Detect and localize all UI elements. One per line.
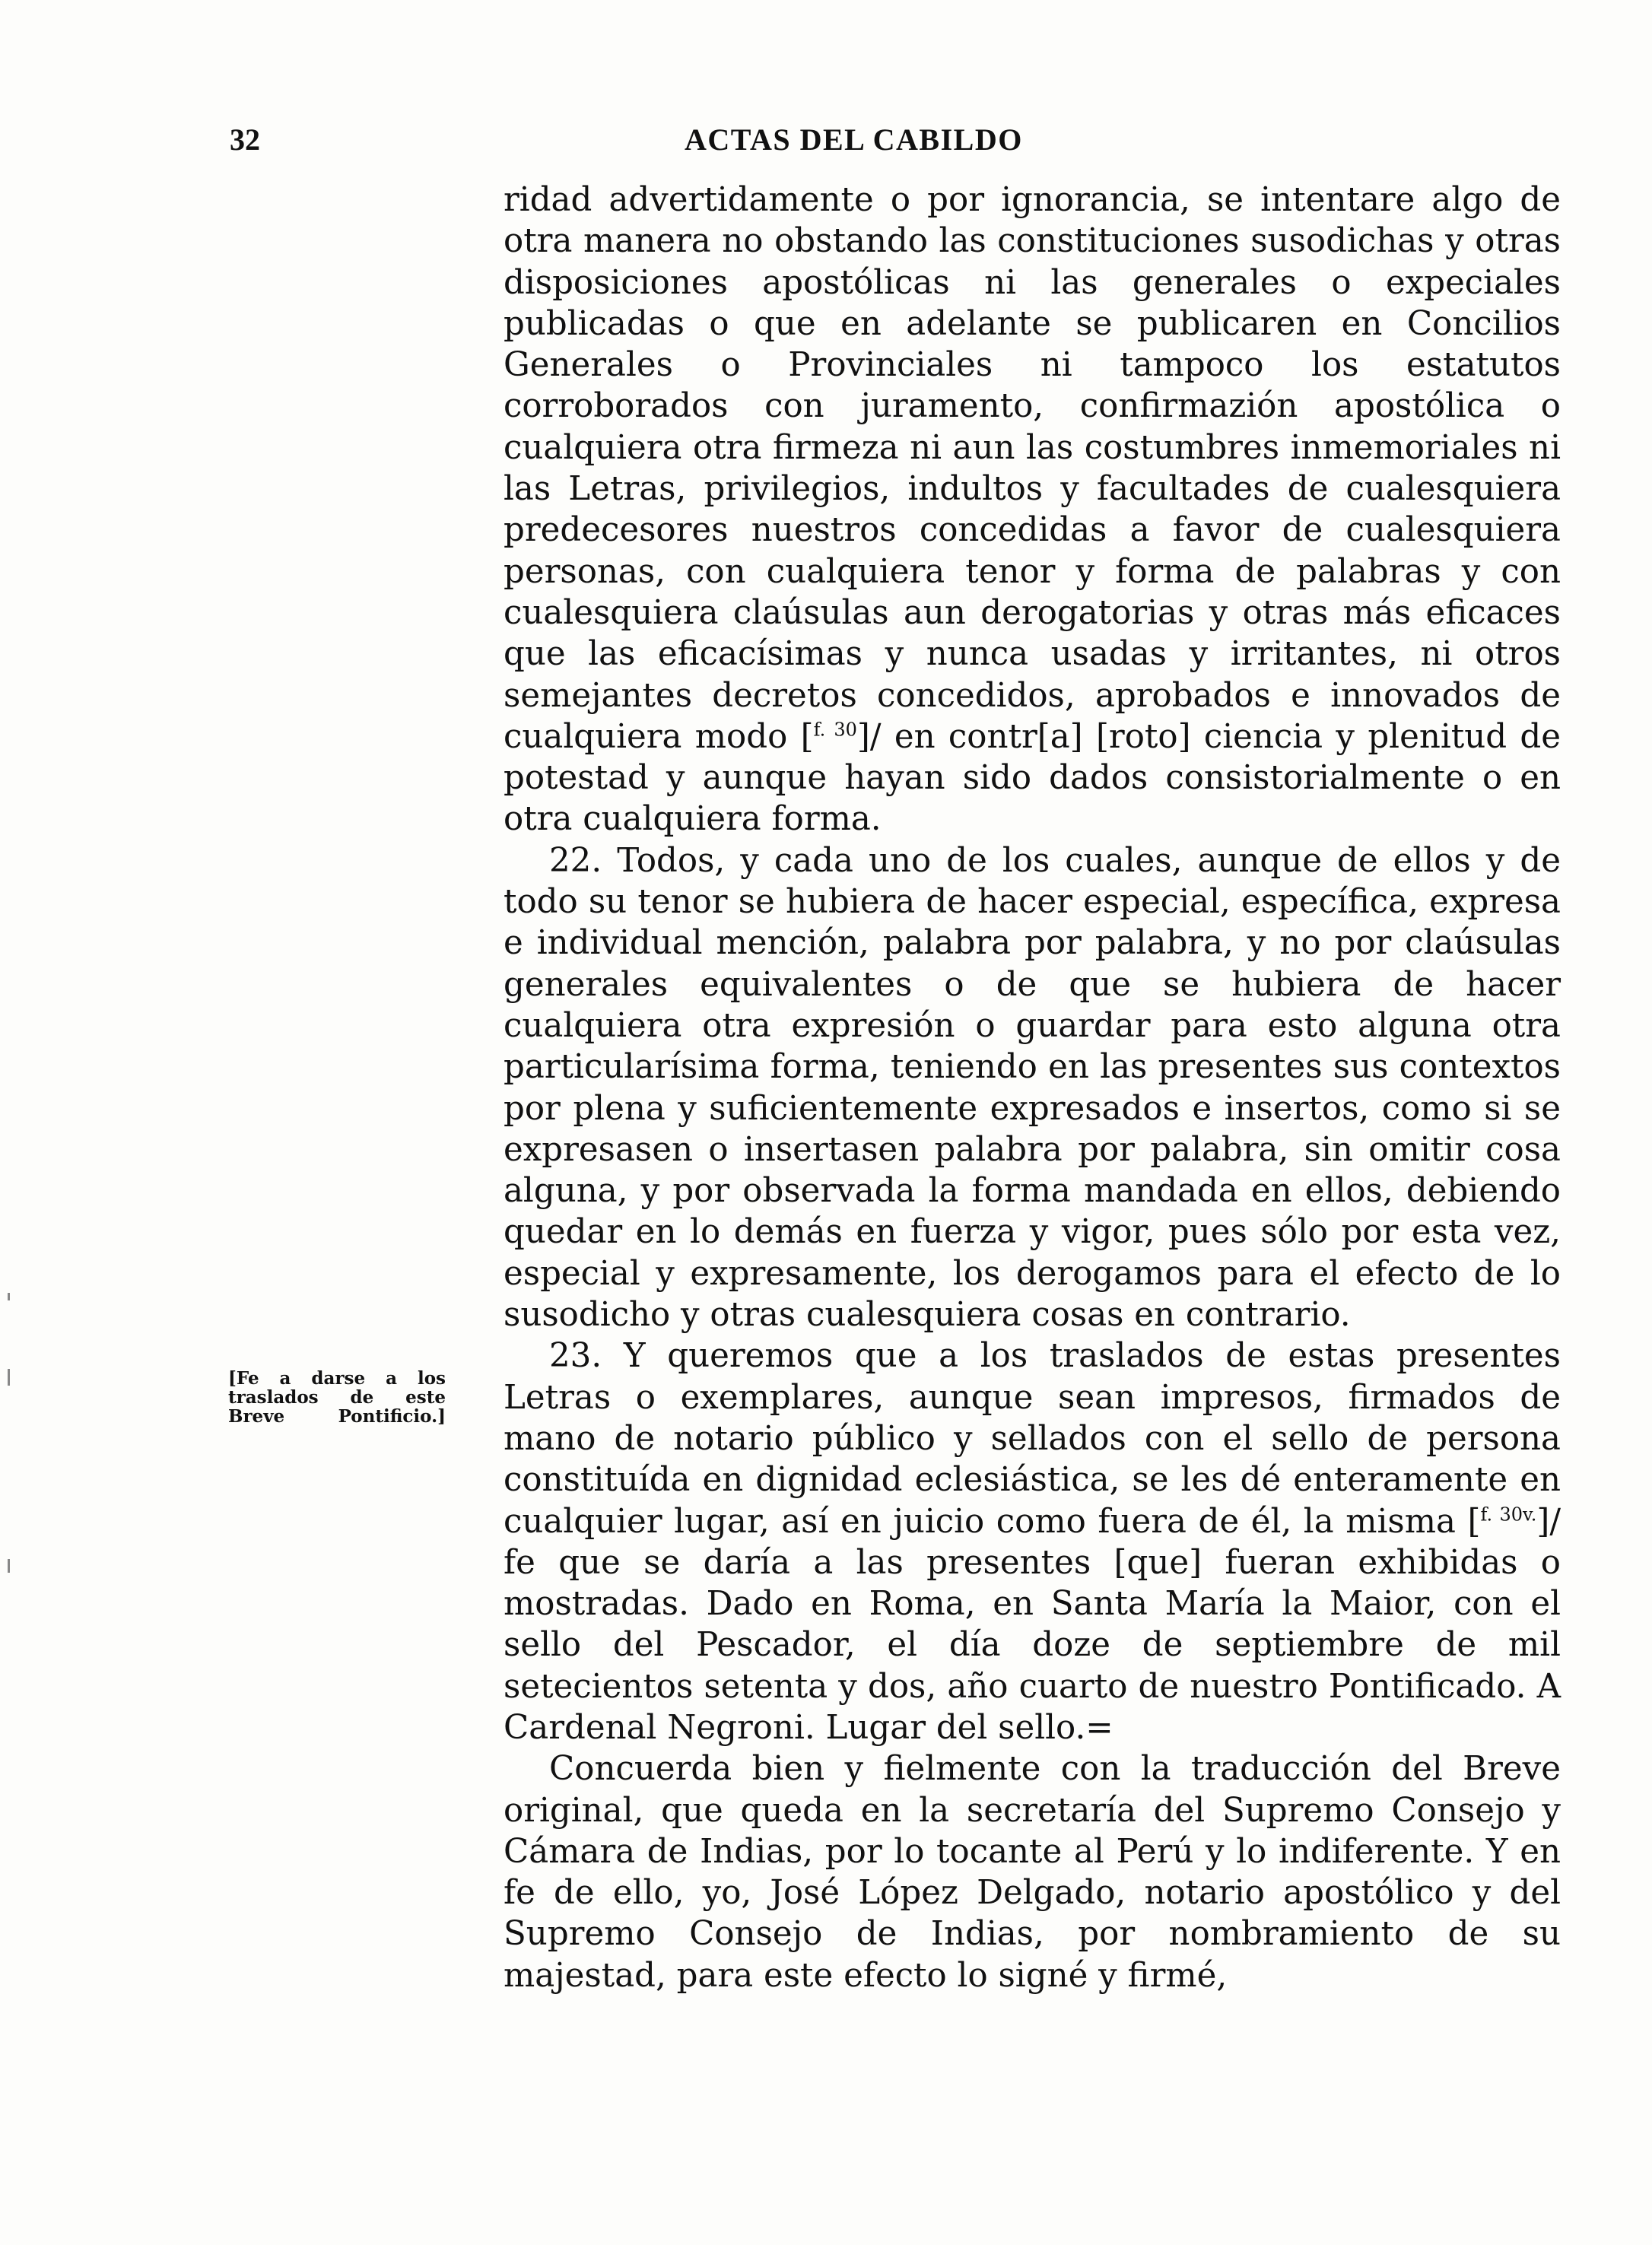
folio-reference: f. 30v. — [1480, 1504, 1537, 1525]
scan-speck — [8, 1369, 10, 1386]
paragraph-1-text: ridad advertidamente o por ignorancia, se intentare algo de otra manera no obstando las constituciones susodichas y otras disposiciones apostólicas ni las generales o expeciales publicadas o que en adelante se publicaren en Concilios Generales o Provinciales ni tampoco los estatutos corroborados con juramento, confirmazión apostólica o cualquiera otra firmeza ni aun las costumbres inmemoriales ni las Letras, privilegios, indultos y facultades de cualesquiera predecesores nuestros concedidas a favor de cualesquiera personas, con cualquiera tenor y forma de palabras y con cualesquiera claúsulas aun derogatorias y otras más eficaces que las eficacísimas y nunca usadas y irritantes, ni otros semejantes decretos concedidos, aprobados e innovados de cualquiera modo [ — [504, 181, 1561, 756]
paragraph-23-text: 23. Y queremos que a los traslados de estas presentes Letras o exemplares, aunque sean impresos, firmados de mano de notario público y sellados con el sello de persona constituída en dignidad eclesiástica, se les dé enteramente en cualquier lugar, así en juicio como fuera de él, la misma [ — [504, 1337, 1561, 1541]
paragraph-1-tail: ]/ en contr[a] [roto] ciencia y plenitud de potestad y aunque hayan sido dados consistorialmente o en otra cualquiera forma. — [504, 717, 1561, 839]
paragraph-23 — [504, 1335, 1561, 1748]
paragraph-1 — [504, 179, 1561, 840]
scan-speck — [8, 1293, 10, 1300]
scan-speck — [8, 1559, 10, 1573]
paragraph-23-tail: ]/ fe que se daría a las presentes [que] fueran exhibidas o mostradas. Dado en Roma, en Santa María la Maior, con el sello del Pescador, el día doze de septiembre de mil setecientos setenta y dos, año cuarto de nuestro Pontificado. A Cardenal Negroni. Lugar del sello.= — [504, 1502, 1561, 1747]
running-header: ACTAS DEL CABILDO — [685, 122, 1023, 157]
folio-reference: f. 30 — [813, 719, 857, 741]
main-text — [504, 179, 1561, 1996]
paragraph-concuerda: Concuerda bien y fielmente con la traducción del Breve original, que queda en la secretaría del Supremo Consejo y Cámara de Indias, por lo tocante al Perú y lo indiferente. Y en fe de ello, yo, José López Delgado, notario apostólico y del Supremo Consejo de Indias, por nombramiento de su majestad, para este efecto lo signé y firmé, — [504, 1750, 1561, 1995]
paragraph-22: 22. Todos, y cada uno de los cuales, aunque de ellos y de todo su tenor se hubiera de hacer especial, específica, expresa e individual mención, palabra por palabra, y no por claúsulas generales equivalentes o de que se hubiera de hacer cualquiera otra expresión o guardar para esto alguna otra particularísima forma, teniendo en las presentes sus contextos por plena y suficientemente expresados e insertos, como si se expresasen o insertasen palabra por palabra, sin omitir cosa alguna, y por observada la forma mandada en ellos, debiendo quedar en lo demás en fuerza y vigor, pues sólo por esta vez, especial y expresamente, los derogamos para el efecto de lo susodicho y otras cualesquiera cosas en contrario. — [504, 841, 1561, 1335]
margin-note: [Fe a darse a los traslados de este Breve Pontificio.] — [228, 1368, 446, 1427]
page-number: 32 — [230, 122, 260, 157]
